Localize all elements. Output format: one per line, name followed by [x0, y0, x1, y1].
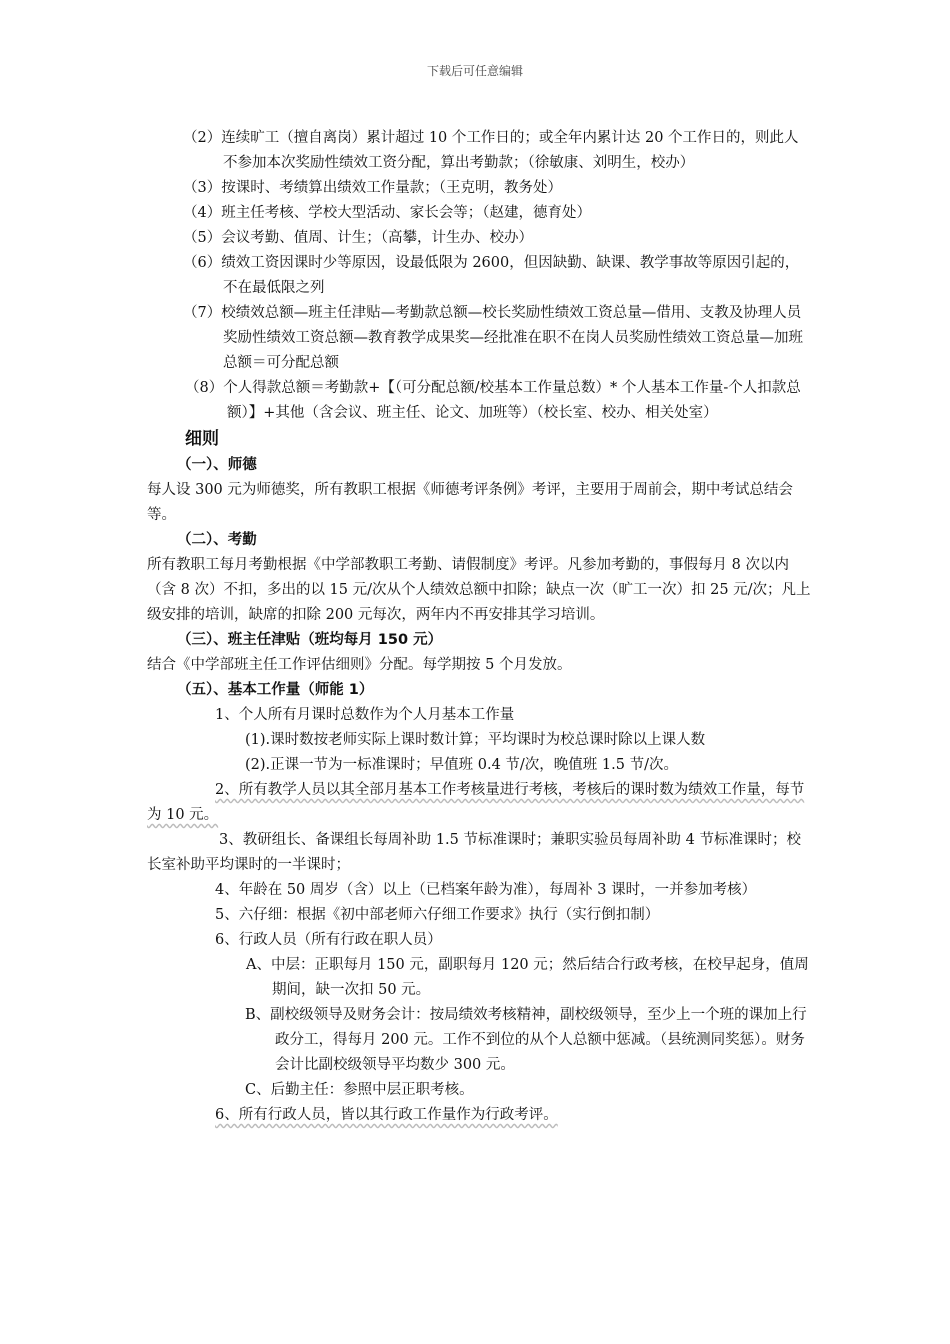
item-6: （6）绩效工资因课时少等原因，设最低限为 2600，但因缺勤、缺课、教学事故等原因引起的，不在最低限之列 [183, 255, 800, 296]
section-ethics-title: （一）、师德 [177, 457, 257, 473]
workload-point-6-b: B、副校级领导及财务会计：按局绩效考核精神，副校级领导，至少上一个班的课加上行政分工，得每月 200 元。工作不到位的从个人总额中惩减。（县统测同奖惩）。财务会计比副校级领导平均数少 300 元。 [245, 1007, 807, 1073]
workload-point-6-c: C、后勤主任：参照中层正职考核。 [245, 1082, 474, 1098]
item-3: （3）按课时、考绩算出绩效工作量款；（王克明，教务处） [183, 180, 562, 196]
item-7: （7）校绩效总额—班主任津贴—考勤款总额—校长奖励性绩效工资总量—借用、支教及协理人员奖励性绩效工资总额—教育教学成果奖—经批准在职不在岗人员奖励性绩效工资总量—加班总额＝可分配总额 [183, 305, 803, 371]
document-body [147, 126, 813, 1128]
section-allowance-title: （三）、班主任津贴（班均每月 150 元） [177, 632, 443, 648]
workload-point-7: 6、所有行政人员，皆以其行政工作量作为行政考评。 [215, 1107, 558, 1123]
section-ethics-body: 每人设 300 元为师德奖，所有教职工根据《师德考评条例》考评，主要用于周前会，期中考试总结会等。 [147, 482, 793, 523]
workload-point-2: 2、所有教学人员以其全部月基本工作考核量进行考核，考核后的课时数为绩效工作量，每节为 10 元。 [147, 782, 805, 823]
workload-point-6-a: A、中层：正职每月 150 元，副职每月 120 元；然后结合行政考核，在校早起身，值周期间，缺一次扣 50 元。 [246, 957, 809, 998]
section-attendance-title: （二）、考勤 [177, 532, 257, 548]
item-2: （2）连续旷工（擅自离岗）累计超过 10 个工作日的；或全年内累计达 20 个工作日的，则此人不参加本次奖励性绩效工资分配，算出考勤款；（徐敏康、刘明生，校办） [183, 130, 799, 171]
page-header-note: 下载后可任意编辑 [426, 64, 523, 78]
item-4: （4）班主任考核、学校大型活动、家长会等；（赵建，德育处） [183, 205, 591, 221]
section-attendance-body: 所有教职工每月考勤根据《中学部教职工考勤、请假制度》考评。凡参加考勤的，事假每月 8 次以内（含 8 次）不扣，多出的以 15 元/次从个人绩效总额中扣除；缺点一次（旷工一次）扣 25 元/次；凡上级安排的培训，缺席的扣除 200 元每次，两年内不再安排其学习培训。 [147, 557, 811, 623]
item-5: （5）会议考勤、值周、计生；（高攀，计生办、校办） [183, 230, 533, 246]
rules-heading: 细则 [185, 429, 219, 449]
workload-point-1: 1、个人所有月课时总数作为个人月基本工作量 [215, 707, 515, 723]
workload-point-1-1: (1).课时数按老师实际上课时数计算；平均课时为校总课时除以上课人数 [245, 732, 706, 748]
workload-point-1-2: (2).正课一节为一标准课时；早值班 0.4 节/次，晚值班 1.5 节/次。 [245, 757, 678, 773]
section-workload-title: （五）、基本工作量（师能 1） [177, 682, 374, 698]
item-8: （8）个人得款总额＝考勤款+【（可分配总额/校基本工作量总数）* 个人基本工作量-个人扣款总额）】+其他（含会议、班主任、论文、加班等）（校长室、校办、相关处室） [185, 380, 801, 421]
workload-point-5: 5、六仔细：根据《初中部老师六仔细工作要求》执行（实行倒扣制） [215, 907, 660, 923]
section-allowance-body: 结合《中学部班主任工作评估细则》分配。每学期按 5 个月发放。 [147, 657, 572, 673]
workload-point-3: 3、教研组长、备课组长每周补助 1.5 节标准课时；兼职实验员每周补助 4 节标准课时；校长室补助平均课时的一半课时； [147, 832, 801, 873]
workload-point-6: 6、行政人员（所有行政在职人员） [215, 932, 442, 948]
workload-point-4: 4、年龄在 50 周岁（含）以上（已档案年龄为准），每周补 3 课时，一并参加考核） [215, 882, 757, 898]
